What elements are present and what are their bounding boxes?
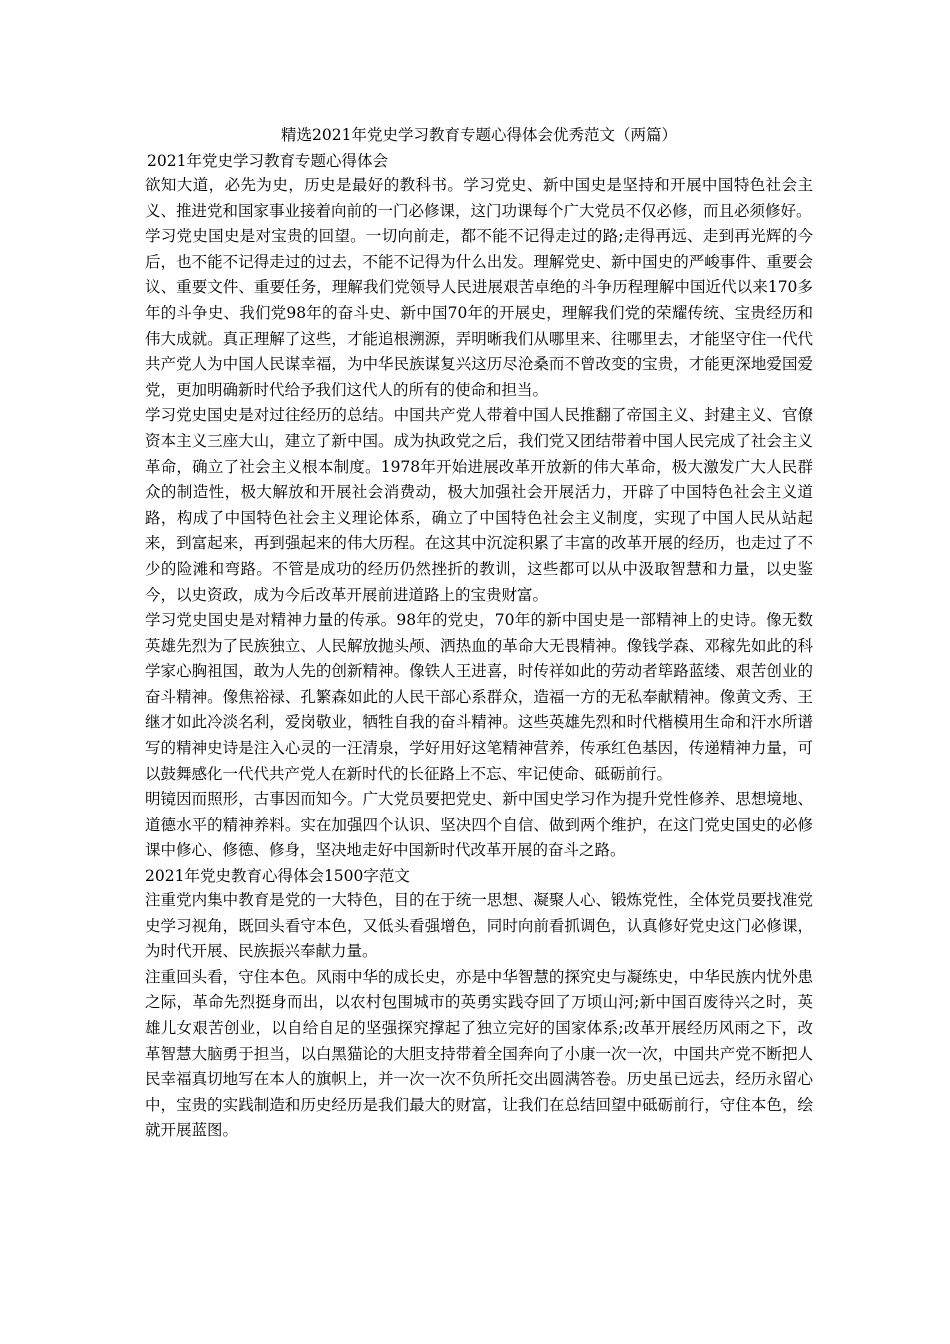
paragraph: 明镜因而照形，古事因而知今。广大党员要把党史、新中国史学习作为提升党性修养、思想境地、道德水平的精神养料。实在加强四个认识、坚决四个自信、做到两个维护，在这门党史国史的必修课中修心、修德、修身，坚决地走好中国新时代改革开展的奋斗之路。 (145, 790, 813, 860)
document-title: 精选2021年党史学习教育专题心得体会优秀范文（两篇） (281, 126, 677, 144)
paragraph: 学习党史国史是对宝贵的回望。一切向前走，都不能不记得走过的路;走得再远、走到再光辉的今后，也不能不记得走过的过去，不能不记得为什么出发。理解党史、新中国史的严峻事件、重要会议、重要文件、重要任务，理解我们党领导人民进展艰苦卓绝的斗争历程理解中国近代以来170多年的斗争史、我们党98年的奋斗史、新中国70年的开展史，理解我们党的荣耀传统、宝贵经历和伟大成就。真正理解了这些，才能追根溯源，弄明晰我们从哪里来、往哪里去，才能坚守住一代代共产党人为中国人民谋幸福，为中华民族谋复兴这历尽沧桑而不曾改变的宝贵，才能更深地爱国爱党，更加明确新时代给予我们这代人的所有的使命和担当。 (145, 227, 813, 399)
section-1 (145, 149, 813, 864)
paragraph: 学习党史国史是对过往经历的总结。中国共产党人带着中国人民推翻了帝国主义、封建主义、官僚资本主义三座大山，建立了新中国。成为执政党之后，我们党又团结带着中国人民完成了社会主义革命，确立了社会主义根本制度。1978年开始进展改革开放新的伟大革命，极大激发广大人民群众的制造性，极大解放和开展社会消费动，极大加强社会开展活力，开辟了中国特色社会主义道路，构成了中国特色社会主义理论体系，确立了中国特色社会主义制度，实现了中国人民从站起来，到富起来，再到强起来的伟大历程。在这其中沉淀积累了丰富的改革开展的经历，也走过了不少的险滩和弯路。不管是成功的经历仍然挫折的教训，这些都可以从中汲取智慧和力量，以史鉴今，以史资政，成为今后改革开展前进道路上的宝贵财富。 (145, 406, 813, 604)
paragraph: 注重党内集中教育是党的一大特色，目的在于统一思想、凝聚人心、锻炼党性，全体党员要找准党史学习视角，既回头看守本色，又低头看强增色，同时向前看抓调色，认真修好党史这门必修课，为时代开展、民族振兴奉献力量。 (145, 891, 813, 961)
paragraph: 学习党史国史是对精神力量的传承。98年的党史，70年的新中国史是一部精神上的史诗。像无数英雄先烈为了民族独立、人民解放抛头颅、洒热血的革命大无畏精神。像钱学森、邓稼先如此的科学家心胸祖国，敢为人先的创新精神。像铁人王进喜，时传祥如此的劳动者筚路蓝缕、艰苦创业的奋斗精神。像焦裕禄、孔繁森如此的人民干部心系群众，造福一方的无私奉献精神。像黄文秀、王继才如此冷淡名利，爱岗敬业，牺牲自我的奋斗精神。这些英雄先烈和时代楷模用生命和汗水所谱写的精神史诗是注入心灵的一汪清泉，学好用好这笔精神营养，传承红色基因，传递精神力量，可以鼓舞感化一代代共产党人在新时代的长征路上不忘、牢记使命、砥砺前行。 (145, 611, 813, 783)
paragraph: 欲知大道，必先为史，历史是最好的教科书。学习党史、新中国史是坚持和开展中国特色社会主义、推进党和国家事业接着向前的一门必修课，这门功课每个广大党员不仅必修，而且必须修好。 (145, 176, 813, 220)
paragraph: 注重回头看，守住本色。风雨中华的成长史，亦是中华智慧的探究史与凝练史，中华民族内忧外患之际，革命先烈挺身而出，以农村包围城市的英勇实践夺回了万顷山河;新中国百废待兴之时，英雄儿女艰苦创业，以自给自足的坚强探究撑起了独立完好的国家体系;改革开展经历风雨之下，改革智慧大脑勇于担当，以白黑猫论的大胆支持带着全国奔向了小康一次一次，中国共产党不断把人民幸福真切地写在本人的旗帜上，并一次一次不负所托交出圆满答卷。历史虽已远去，经历永留心中，宝贵的实践制造和历史经历是我们最大的财富，让我们在总结回望中砥砺前行，守住本色，绘就开展蓝图。 (145, 967, 813, 1140)
document-page (145, 124, 813, 1144)
section-2 (145, 864, 813, 1144)
section-heading: 2021年党史教育心得体会1500字范文 (145, 867, 410, 886)
section-heading: 2021年党史学习教育专题心得体会 (147, 152, 388, 170)
